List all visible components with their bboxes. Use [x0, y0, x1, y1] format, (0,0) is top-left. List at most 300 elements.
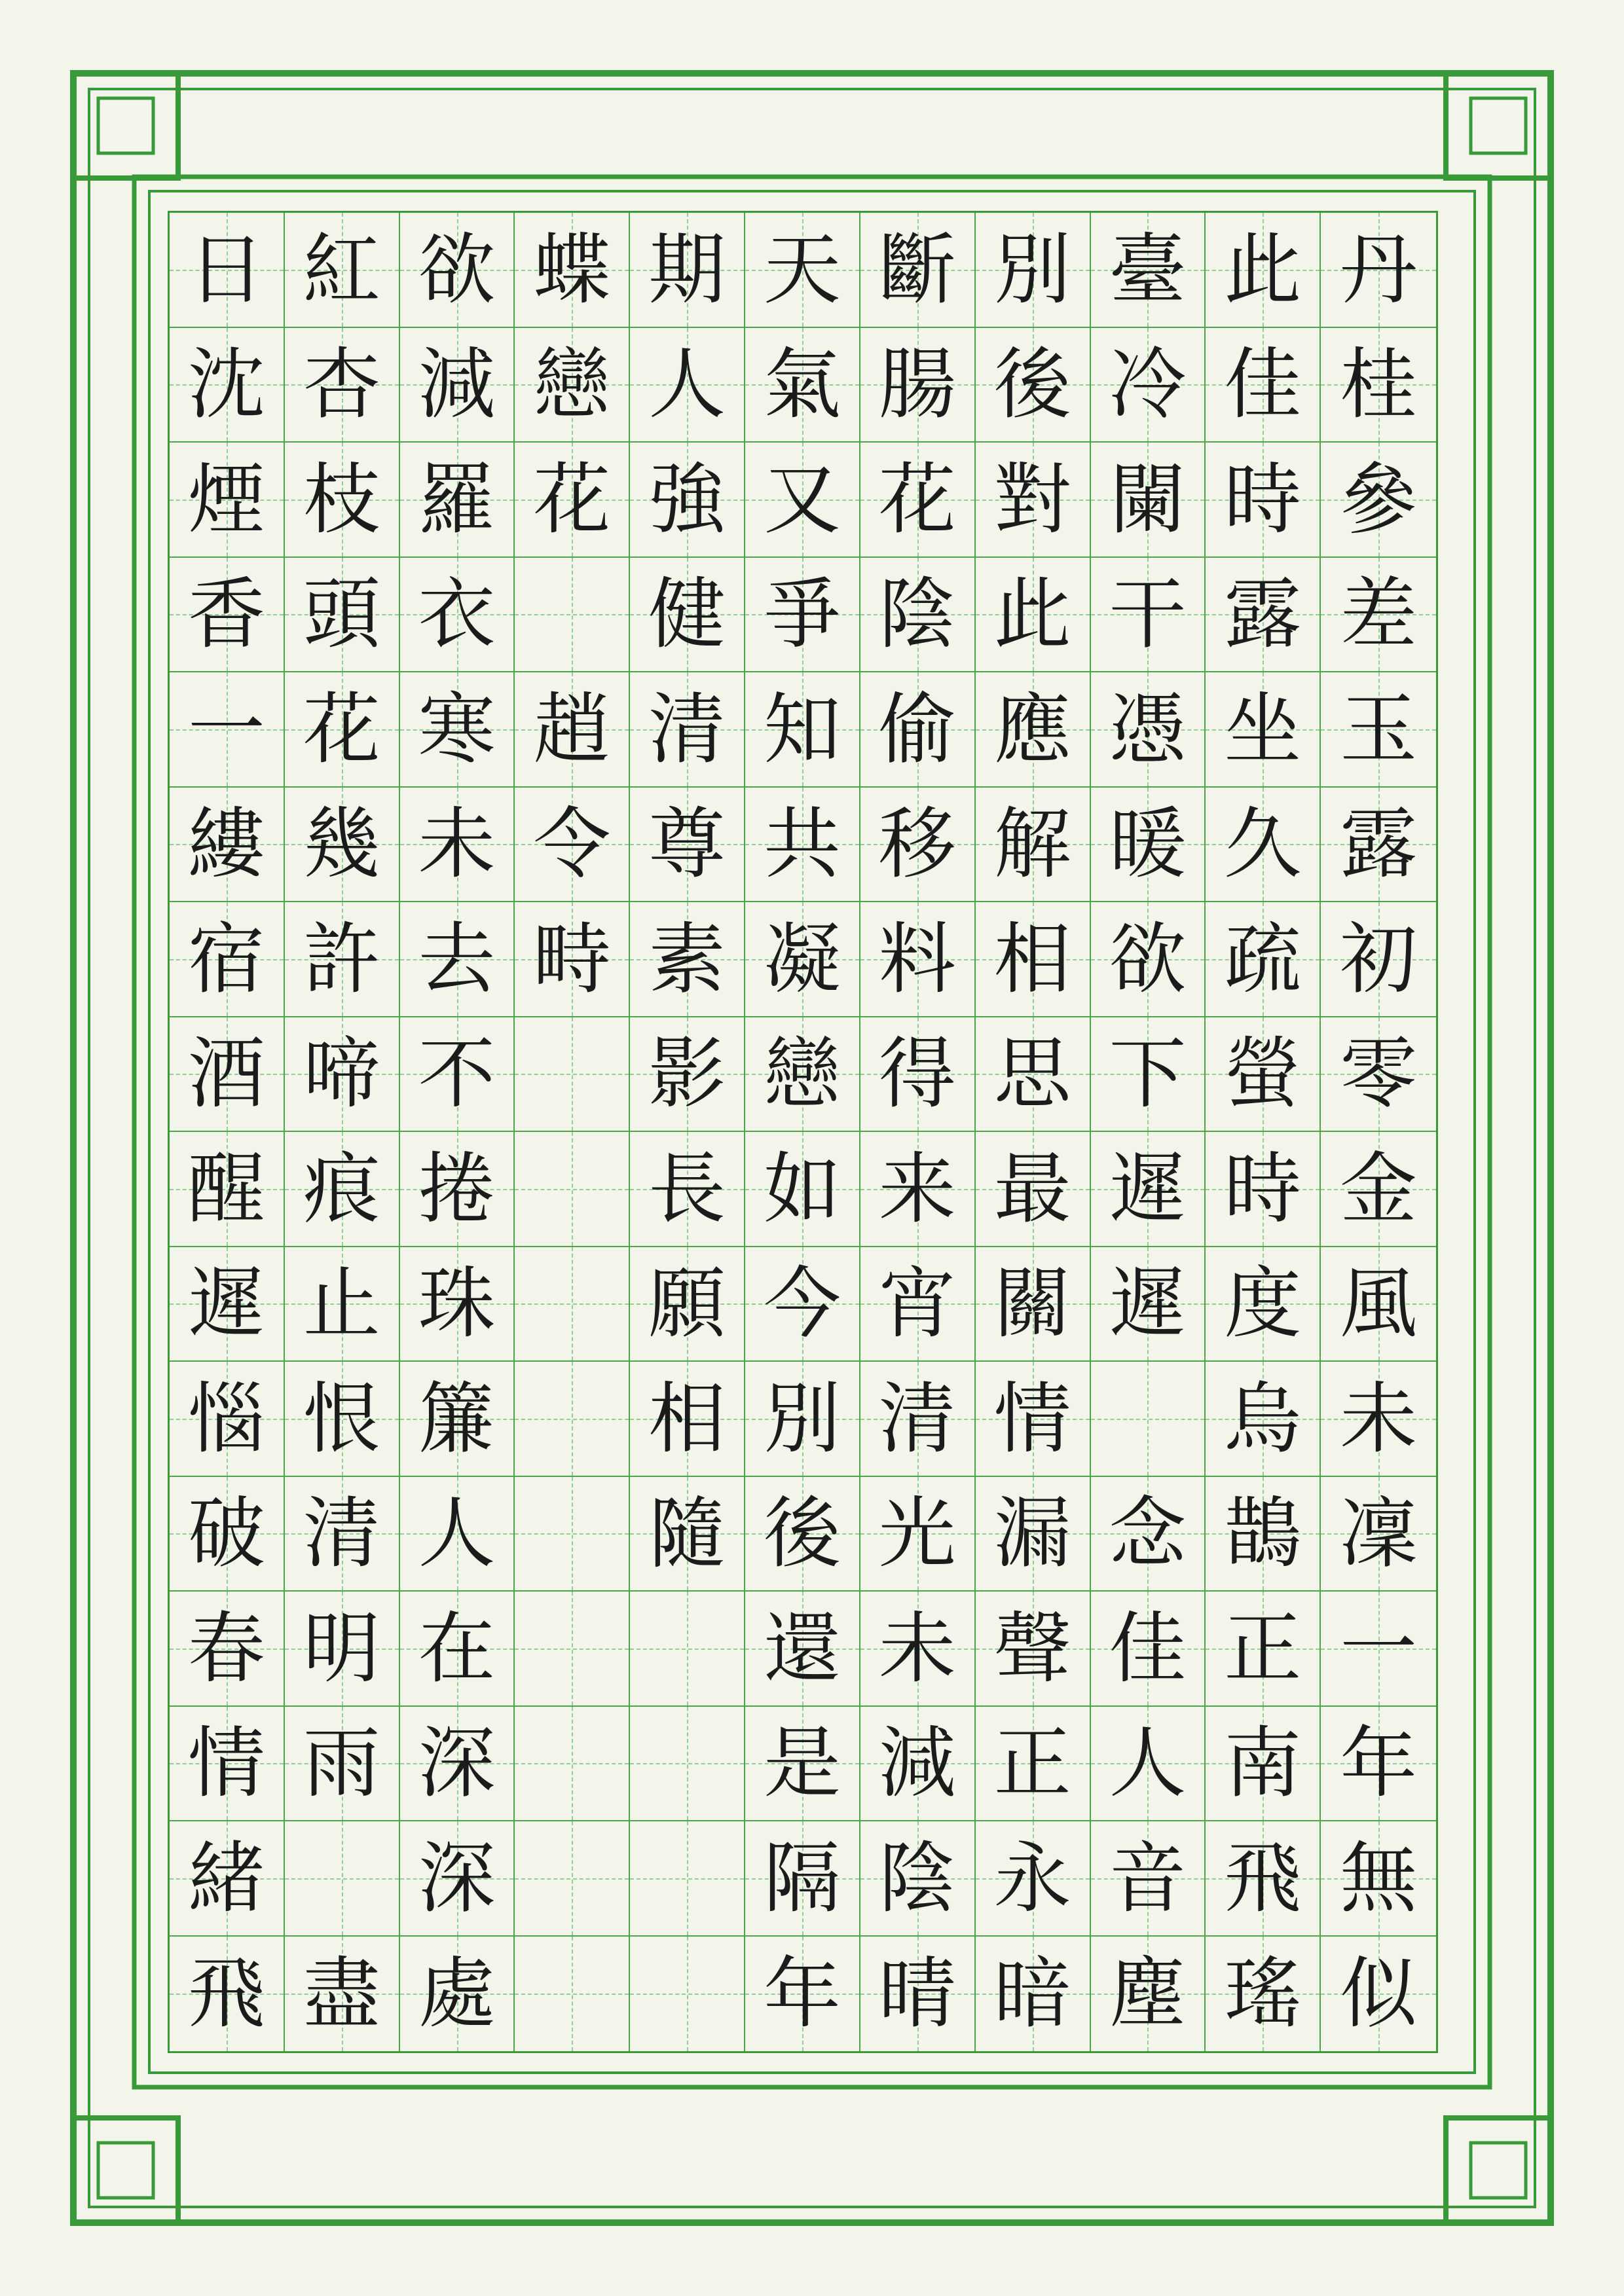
- grid-cell: [976, 1017, 1091, 1133]
- grid-cell: [976, 1707, 1091, 1822]
- grid-cell: [1091, 1592, 1206, 1707]
- calligraphy-character: 無: [1340, 1832, 1418, 1923]
- calligraphy-character: 解: [993, 799, 1071, 890]
- grid-cell: [170, 902, 285, 1017]
- calligraphy-character: 強: [648, 454, 726, 545]
- grid-cell: [1206, 443, 1321, 558]
- calligraphy-character: 珠: [418, 1258, 496, 1349]
- grid-cell: [976, 902, 1091, 1017]
- calligraphy-character: 戀: [533, 339, 611, 430]
- calligraphy-character: 隔: [763, 1832, 841, 1923]
- calligraphy-character: 年: [1340, 1718, 1418, 1809]
- grid-cell: [745, 1132, 860, 1247]
- grid-cell: [285, 1362, 400, 1477]
- writing-grid: [168, 211, 1438, 2053]
- calligraphy-character: 明: [303, 1603, 380, 1694]
- grid-cell: [976, 558, 1091, 673]
- calligraphy-character: 遲: [1109, 1143, 1187, 1234]
- grid-cell: [860, 558, 976, 673]
- calligraphy-character: 蝶: [533, 224, 611, 315]
- grid-cell: [170, 1707, 285, 1822]
- calligraphy-character: 一: [1340, 1603, 1418, 1694]
- calligraphy-character: 未: [878, 1603, 956, 1694]
- grid-cell: [1321, 1937, 1436, 2052]
- calligraphy-character: 痕: [303, 1143, 380, 1234]
- grid-cell: [976, 1821, 1091, 1937]
- calligraphy-character: 露: [1224, 569, 1302, 660]
- calligraphy-character: 深: [418, 1718, 496, 1809]
- grid-cell: [1091, 1132, 1206, 1247]
- calligraphy-character: 正: [1224, 1603, 1302, 1694]
- calligraphy-character: 去: [418, 913, 496, 1004]
- calligraphy-character: 螢: [1224, 1029, 1302, 1120]
- grid-cell: [1091, 443, 1206, 558]
- grid-cell: [400, 1707, 515, 1822]
- grid-cell: [515, 1017, 630, 1133]
- grid-cell: [285, 443, 400, 558]
- calligraphy-character: 相: [648, 1373, 726, 1464]
- grid-cell: [1206, 1937, 1321, 2052]
- calligraphy-character: 此: [993, 569, 1071, 660]
- grid-cell: [285, 902, 400, 1017]
- calligraphy-character: 隨: [648, 1488, 726, 1579]
- grid-cell: [630, 1821, 745, 1937]
- grid-cell: [515, 1132, 630, 1247]
- grid-cell: [1321, 1821, 1436, 1937]
- grid-cell: [745, 1247, 860, 1362]
- grid-cell: [515, 328, 630, 443]
- grid-cell: [400, 672, 515, 788]
- grid-cell: [860, 902, 976, 1017]
- grid-cell: [1091, 902, 1206, 1017]
- grid-cell: [515, 213, 630, 328]
- grid-cell: [170, 1017, 285, 1133]
- grid-cell: [170, 1132, 285, 1247]
- calligraphy-character: 疏: [1224, 913, 1302, 1004]
- calligraphy-character: 令: [533, 799, 611, 890]
- grid-cell: [1321, 1362, 1436, 1477]
- calligraphy-character: 沈: [187, 339, 265, 430]
- grid-cell: [1321, 672, 1436, 788]
- calligraphy-character: 似: [1340, 1948, 1418, 2039]
- grid-cell: [515, 1247, 630, 1362]
- grid-cell: [170, 672, 285, 788]
- calligraphy-character: 共: [763, 799, 841, 890]
- calligraphy-character: 闌: [1109, 454, 1187, 545]
- grid-cell: [515, 672, 630, 788]
- grid-cell: [745, 788, 860, 903]
- grid-cell: [630, 328, 745, 443]
- calligraphy-character: 日: [187, 224, 265, 315]
- calligraphy-character: 冷: [1109, 339, 1187, 430]
- calligraphy-character: 寒: [418, 683, 496, 774]
- calligraphy-character: 欲: [1109, 913, 1187, 1004]
- grid-cell: [745, 1017, 860, 1133]
- calligraphy-character: 遲: [1109, 1258, 1187, 1349]
- grid-cell: [976, 788, 1091, 903]
- calligraphy-character: 一: [187, 683, 265, 774]
- calligraphy-character: 枝: [303, 454, 380, 545]
- grid-cell: [630, 213, 745, 328]
- grid-cell: [1321, 443, 1436, 558]
- grid-cell: [745, 902, 860, 1017]
- calligraphy-character: 醒: [187, 1143, 265, 1234]
- calligraphy-character: 酒: [187, 1029, 265, 1120]
- calligraphy-character: 凜: [1340, 1488, 1418, 1579]
- grid-cell: [400, 1821, 515, 1937]
- calligraphy-character: 正: [993, 1718, 1071, 1809]
- calligraphy-character: 減: [418, 339, 496, 430]
- grid-cell: [1206, 1132, 1321, 1247]
- calligraphy-character: 宵: [878, 1258, 956, 1349]
- calligraphy-character: 頭: [303, 569, 380, 660]
- grid-cell: [400, 1132, 515, 1247]
- calligraphy-character: 露: [1340, 799, 1418, 890]
- grid-cell: [400, 1362, 515, 1477]
- grid-cell: [515, 1821, 630, 1937]
- grid-cell: [285, 1132, 400, 1247]
- calligraphy-character: 坐: [1224, 683, 1302, 774]
- calligraphy-character: 風: [1340, 1258, 1418, 1349]
- calligraphy-character: 氣: [763, 339, 841, 430]
- calligraphy-character: 後: [763, 1488, 841, 1579]
- grid-cell: [1091, 1937, 1206, 2052]
- grid-cell: [1206, 672, 1321, 788]
- calligraphy-character: 尊: [648, 799, 726, 890]
- grid-cell: [285, 1477, 400, 1592]
- grid-cell: [515, 1592, 630, 1707]
- grid-cell: [860, 1362, 976, 1477]
- calligraphy-character: 長: [648, 1143, 726, 1234]
- calligraphy-character: 人: [1109, 1718, 1187, 1809]
- grid-cell: [860, 1132, 976, 1247]
- grid-cell: [1206, 1362, 1321, 1477]
- grid-cell: [400, 1017, 515, 1133]
- grid-cell: [170, 1592, 285, 1707]
- calligraphy-character: 關: [993, 1258, 1071, 1349]
- calligraphy-character: 今: [763, 1258, 841, 1349]
- calligraphy-character: 此: [1224, 224, 1302, 315]
- calligraphy-character: 情: [993, 1373, 1071, 1464]
- grid-cell: [1206, 788, 1321, 903]
- grid-cell: [285, 328, 400, 443]
- calligraphy-character: 差: [1340, 569, 1418, 660]
- grid-cell: [285, 1707, 400, 1822]
- calligraphy-character: 初: [1340, 913, 1418, 1004]
- calligraphy-character: 惱: [187, 1373, 265, 1464]
- grid-cell: [860, 1707, 976, 1822]
- calligraphy-character: 天: [763, 224, 841, 315]
- grid-cell: [1321, 1247, 1436, 1362]
- grid-cell: [170, 1937, 285, 2052]
- grid-cell: [745, 1707, 860, 1822]
- grid-cell: [860, 788, 976, 903]
- grid-cell: [400, 443, 515, 558]
- calligraphy-character: 不: [418, 1029, 496, 1120]
- grid-cell: [1206, 1592, 1321, 1707]
- grid-cell: [745, 1821, 860, 1937]
- grid-cell: [1321, 1017, 1436, 1133]
- grid-cell: [976, 1937, 1091, 2052]
- grid-cell: [1321, 902, 1436, 1017]
- grid-cell: [860, 672, 976, 788]
- grid-cell: [860, 1017, 976, 1133]
- calligraphy-character: 衣: [418, 569, 496, 660]
- grid-cell: [976, 1247, 1091, 1362]
- calligraphy-character: 偷: [878, 683, 956, 774]
- grid-cell: [745, 443, 860, 558]
- grid-cell: [976, 213, 1091, 328]
- grid-cell: [630, 1707, 745, 1822]
- grid-cell: [1091, 1247, 1206, 1362]
- grid-cell: [1321, 1477, 1436, 1592]
- grid-cell: [285, 1821, 400, 1937]
- grid-cell: [1321, 788, 1436, 903]
- calligraphy-character: 後: [993, 339, 1071, 430]
- calligraphy-character: 腸: [878, 339, 956, 430]
- grid-cell: [1206, 902, 1321, 1017]
- grid-cell: [1321, 213, 1436, 328]
- grid-cell: [630, 1247, 745, 1362]
- grid-cell: [976, 328, 1091, 443]
- calligraphy-character: 未: [1340, 1373, 1418, 1464]
- calligraphy-character: 參: [1340, 454, 1418, 545]
- grid-cell: [400, 558, 515, 673]
- calligraphy-character: 紅: [303, 224, 380, 315]
- calligraphy-character: 思: [993, 1029, 1071, 1120]
- grid-cell: [1091, 1017, 1206, 1133]
- calligraphy-character: 晴: [878, 1948, 956, 2039]
- calligraphy-character: 南: [1224, 1718, 1302, 1809]
- grid-cell: [860, 1247, 976, 1362]
- calligraphy-character: 對: [993, 454, 1071, 545]
- grid-cell: [630, 1477, 745, 1592]
- grid-cell: [1321, 1592, 1436, 1707]
- grid-cell: [745, 213, 860, 328]
- calligraphy-character: 聲: [993, 1603, 1071, 1694]
- calligraphy-character: 久: [1224, 799, 1302, 890]
- calligraphy-character: 瑤: [1224, 1948, 1302, 2039]
- grid-cell: [1091, 558, 1206, 673]
- calligraphy-character: 人: [418, 1488, 496, 1579]
- calligraphy-character: 香: [187, 569, 265, 660]
- grid-cell: [1206, 1017, 1321, 1133]
- calligraphy-character: 健: [648, 569, 726, 660]
- grid-cell: [860, 1937, 976, 2052]
- calligraphy-character: 音: [1109, 1832, 1187, 1923]
- calligraphy-character: 捲: [418, 1143, 496, 1234]
- grid-cell: [1091, 1707, 1206, 1822]
- grid-cell: [170, 1477, 285, 1592]
- calligraphy-character: 願: [648, 1258, 726, 1349]
- grid-cell: [1321, 1132, 1436, 1247]
- grid-cell: [400, 902, 515, 1017]
- grid-cell: [285, 1247, 400, 1362]
- calligraphy-character: 下: [1109, 1029, 1187, 1120]
- grid-cell: [170, 1247, 285, 1362]
- calligraphy-character: 羅: [418, 454, 496, 545]
- calligraphy-character: 移: [878, 799, 956, 890]
- grid-cell: [515, 558, 630, 673]
- grid-cell: [515, 1362, 630, 1477]
- calligraphy-character: 来: [878, 1143, 956, 1234]
- calligraphy-character: 盡: [303, 1948, 380, 2039]
- grid-cell: [170, 213, 285, 328]
- grid-cell: [630, 672, 745, 788]
- calligraphy-character: 是: [763, 1718, 841, 1809]
- grid-cell: [860, 213, 976, 328]
- grid-cell: [285, 1017, 400, 1133]
- calligraphy-character: 凝: [763, 913, 841, 1004]
- grid-cell: [400, 213, 515, 328]
- calligraphy-character: 度: [1224, 1258, 1302, 1349]
- grid-cell: [285, 1592, 400, 1707]
- calligraphy-character: 花: [303, 683, 380, 774]
- calligraphy-character: 最: [993, 1143, 1071, 1234]
- grid-cell: [630, 788, 745, 903]
- calligraphy-character: 清: [303, 1488, 380, 1579]
- calligraphy-character: 簾: [418, 1373, 496, 1464]
- calligraphy-character: 陰: [878, 569, 956, 660]
- calligraphy-character: 漏: [993, 1488, 1071, 1579]
- calligraphy-character: 得: [878, 1029, 956, 1120]
- calligraphy-character: 人: [648, 339, 726, 430]
- grid-cell: [745, 1477, 860, 1592]
- calligraphy-character: 爭: [763, 569, 841, 660]
- grid-cell: [1091, 788, 1206, 903]
- calligraphy-character: 別: [993, 224, 1071, 315]
- calligraphy-character: 煙: [187, 454, 265, 545]
- calligraphy-character: 遲: [187, 1258, 265, 1349]
- calligraphy-character: 宿: [187, 913, 265, 1004]
- grid-cell: [1091, 1477, 1206, 1592]
- grid-cell: [1321, 558, 1436, 673]
- grid-cell: [515, 1477, 630, 1592]
- grid-cell: [515, 1937, 630, 2052]
- calligraphy-character: 光: [878, 1488, 956, 1579]
- grid-cell: [976, 1362, 1091, 1477]
- calligraphy-character: 斷: [878, 224, 956, 315]
- calligraphy-character: 欲: [418, 224, 496, 315]
- calligraphy-character: 恨: [303, 1373, 380, 1464]
- calligraphy-character: 處: [418, 1948, 496, 2039]
- grid-cell: [515, 902, 630, 1017]
- grid-cell: [745, 328, 860, 443]
- grid-cell: [1206, 1477, 1321, 1592]
- grid-cell: [976, 443, 1091, 558]
- calligraphy-character: 還: [763, 1603, 841, 1694]
- calligraphy-character: 相: [993, 913, 1071, 1004]
- calligraphy-character: 清: [648, 683, 726, 774]
- calligraphy-character: 許: [303, 913, 380, 1004]
- grid-cell: [745, 672, 860, 788]
- calligraphy-character: 念: [1109, 1488, 1187, 1579]
- calligraphy-character: 料: [878, 913, 956, 1004]
- calligraphy-character: 又: [763, 454, 841, 545]
- grid-cell: [285, 788, 400, 903]
- grid-cell: [630, 1362, 745, 1477]
- calligraphy-character: 塵: [1109, 1948, 1187, 2039]
- grid-cell: [170, 558, 285, 673]
- grid-cell: [630, 1937, 745, 2052]
- grid-cell: [1206, 558, 1321, 673]
- calligraphy-character: 臺: [1109, 224, 1187, 315]
- calligraphy-character: 啼: [303, 1029, 380, 1120]
- grid-cell: [976, 672, 1091, 788]
- calligraphy-character: 如: [763, 1143, 841, 1234]
- grid-cell: [745, 1362, 860, 1477]
- calligraphy-character: 縷: [187, 799, 265, 890]
- grid-cell: [1091, 213, 1206, 328]
- grid-cell: [285, 213, 400, 328]
- calligraphy-character: 戀: [763, 1029, 841, 1120]
- calligraphy-character: 趙: [533, 683, 611, 774]
- grid-cell: [630, 1132, 745, 1247]
- calligraphy-character: 止: [303, 1258, 380, 1349]
- calligraphy-character: 佳: [1224, 339, 1302, 430]
- grid-cell: [745, 1937, 860, 2052]
- grid-cell: [976, 1592, 1091, 1707]
- grid-cell: [170, 328, 285, 443]
- calligraphy-character: 破: [187, 1488, 265, 1579]
- grid-cell: [860, 443, 976, 558]
- grid-cell: [1206, 1707, 1321, 1822]
- grid-cell: [860, 1821, 976, 1937]
- grid-cell: [1206, 213, 1321, 328]
- calligraphy-character: 幾: [303, 799, 380, 890]
- grid-cell: [1206, 328, 1321, 443]
- calligraphy-character: 干: [1109, 569, 1187, 660]
- calligraphy-character: 時: [1224, 1143, 1302, 1234]
- grid-cell: [285, 558, 400, 673]
- calligraphy-character: 零: [1340, 1029, 1418, 1120]
- calligraphy-character: 飛: [1224, 1832, 1302, 1923]
- grid-cell: [630, 1592, 745, 1707]
- grid-cell: [170, 788, 285, 903]
- grid-cell: [515, 788, 630, 903]
- grid-cell: [630, 902, 745, 1017]
- grid-cell: [170, 1821, 285, 1937]
- calligraphy-character: 鵲: [1224, 1488, 1302, 1579]
- grid-cell: [1206, 1247, 1321, 1362]
- grid-cell: [860, 328, 976, 443]
- grid-cell: [745, 1592, 860, 1707]
- grid-cell: [285, 672, 400, 788]
- calligraphy-character: 知: [763, 683, 841, 774]
- calligraphy-character: 暖: [1109, 799, 1187, 890]
- grid-cell: [630, 443, 745, 558]
- grid-cell: [400, 1247, 515, 1362]
- calligraphy-character: 年: [763, 1948, 841, 2039]
- grid-cell: [515, 1707, 630, 1822]
- calligraphy-character: 佳: [1109, 1603, 1187, 1694]
- grid-cell: [1091, 672, 1206, 788]
- grid-cell: [1091, 1821, 1206, 1937]
- calligraphy-character: 情: [187, 1718, 265, 1809]
- grid-cell: [515, 443, 630, 558]
- calligraphy-character: 桂: [1340, 339, 1418, 430]
- calligraphy-character: 花: [533, 454, 611, 545]
- grid-cell: [400, 1592, 515, 1707]
- grid-cell: [400, 328, 515, 443]
- calligraphy-character: 丹: [1340, 224, 1418, 315]
- grid-cell: [745, 558, 860, 673]
- grid-cell: [1321, 1707, 1436, 1822]
- calligraphy-character: 應: [993, 683, 1071, 774]
- calligraphy-character: 飛: [187, 1948, 265, 2039]
- calligraphy-character: 烏: [1224, 1373, 1302, 1464]
- calligraphy-character: 深: [418, 1832, 496, 1923]
